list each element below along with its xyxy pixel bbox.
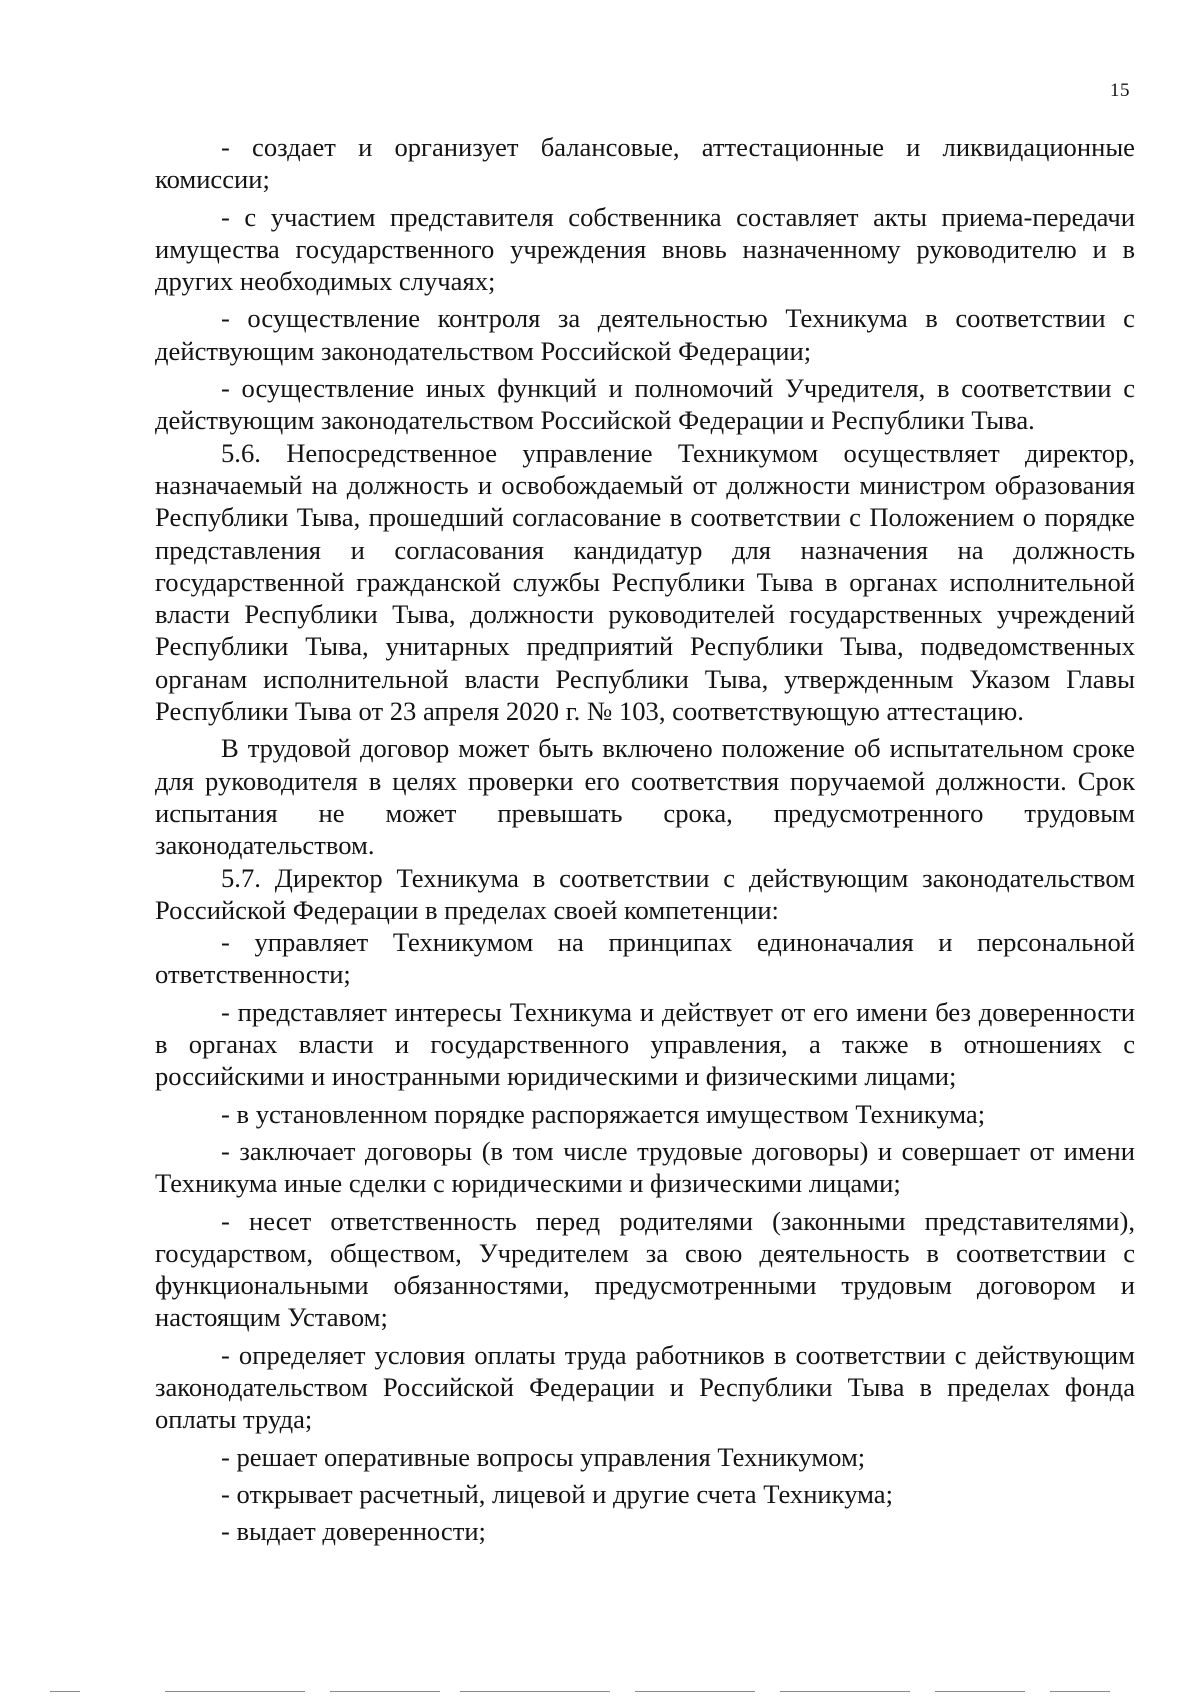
paragraph-commissions: - создает и организует балансовые, аттестационные и ликвидационные комиссии; [155, 132, 1135, 195]
scan-edge-lines [50, 1691, 1150, 1697]
paragraph-section-5-7: 5.7. Директор Техникума в соответствии с действующим законодательством Российской Федерации в пределах своей компетенции: [155, 862, 1135, 925]
paragraph-property: - в установленном порядке распоряжается имуществом Техникума; [221, 1098, 986, 1129]
paragraph-control: - осуществление контроля за деятельностью Техникума в соответствии с действующим законодательством Российской Федерации; [155, 303, 1135, 366]
paragraph-probation: В трудовой договор может быть включено положение об испытательном сроке для руководителя в целях проверки его соответствия поручаемой должности. Срок испытания не может превышать срока, предусмотренного трудовым законодательством. [155, 733, 1135, 861]
paragraph-accounts: - открывает расчетный, лицевой и другие счета Техникума; [221, 1478, 893, 1509]
document-body [155, 131, 1135, 1547]
paragraph-other-functions: - осуществление иных функций и полномочий Учредителя, в соответствии с действующим законодательством Российской Федерации и Республики Тыва. [155, 373, 1135, 436]
paragraph-operational-issues: - решает оперативные вопросы управления Техникумом; [221, 1441, 866, 1472]
paragraph-representation: - представляет интересы Техникума и действует от его имени без доверенности в органах власти и государственного управления, а также в отношениях с российскими и иностранными юридическими и физическими лицами; [155, 996, 1135, 1092]
paragraph-responsibility: - несет ответственность перед родителями (законными представителями), государством, обществом, Учредителем за свою деятельность в соответствии с функциональными обязанностями, предусмотренными трудовым договором и настоящим Уставом; [155, 1205, 1135, 1333]
paragraph-power-of-attorney: - выдает доверенности; [221, 1516, 486, 1547]
paragraph-management: - управляет Техникумом на принципах единоначалия и персональной ответственности; [155, 927, 1135, 990]
page-number: 15 [1110, 80, 1130, 101]
paragraph-transfer-acts: - с участием представителя собственника составляет акты приема-передачи имущества государственного учреждения вновь назначенному руководителю и в других необходимых случаях; [155, 201, 1135, 297]
paragraph-contracts: - заключает договоры (в том числе трудовые договоры) и совершает от имени Техникума иные сделки с юридическими и физическими лицами; [155, 1135, 1135, 1199]
paragraph-section-5-6: 5.6. Непосредственное управление Техникумом осуществляет директор, назначаемый на должность и освобождаемый от должности министром образования Республики Тыва, прошедший согласование в соответствии с Положением о порядке представления и согласования кандидатур для назначения на должность государственной гражданской службы Республики Тыва в органах исполнительной власти Республики Тыва, должности руководителей государственных учреждений Республики Тыва, унитарных предприятий Республики Тыва, подведомственных органам исполнительной власти Республики Тыва, утвержденным Указом Главы Республики Тыва от 23 апреля 2020 г. № 103, соответствующую аттестацию. [155, 437, 1135, 727]
paragraph-wages: - определяет условия оплаты труда работников в соответствии с действующим законодательством Российской Федерации и Республики Тыва в пределах фонда оплаты труда; [155, 1339, 1135, 1435]
